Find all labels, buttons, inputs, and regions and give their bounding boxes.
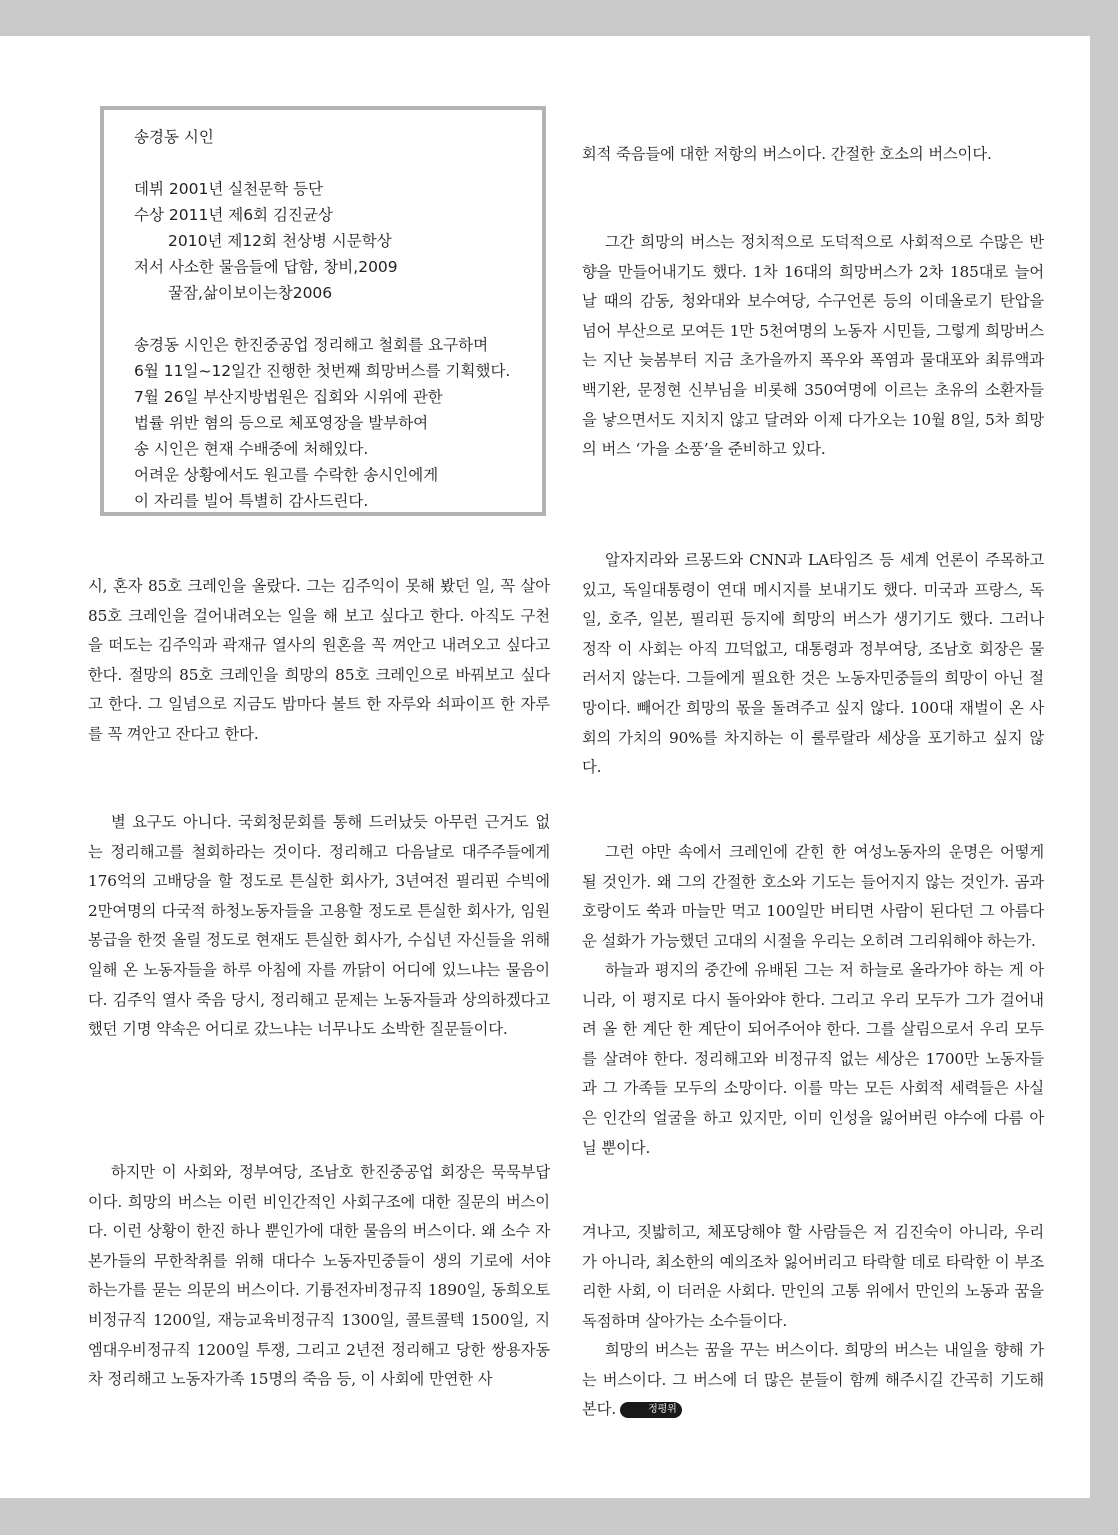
author-note-line: 송 시인은 현재 수배중에 처해있다. [134, 440, 369, 458]
left-paragraph-2: 별 요구도 아니다. 국회청문회를 통해 드러났듯 아무런 근거도 없는 정리해고를 철회하라는 것이다. 정리해고 다음날로 대주주들에게 176억의 고배당을 할 정도로 튼실한 회사가, 3년여전 필리핀 수빅에 2만여명의 다국적 하청노동자들을 고용할 정도로 튼실한 회사가, 임원 봉급을 한껏 올릴 정도로 현재도 튼실한 회사가, 수십년 자신들을 위해 일해 온 노동자들을 하루 아침에 자를 까닭이 어디에 있느냐는 물음이다. 김주익 열사 죽음 당시, 정리해고 문제는 노동자들과 상의하겠다고 했던 기명 약속은 어디로 갔느냐는 너무나도 소박한 질문들이다. [88, 813, 550, 1039]
right-paragraph-6: 겨나고, 짓밟히고, 체포당해야 할 사람들은 저 김진숙이 아니라, 우리가 아니라, 최소한의 예의조차 잃어버리고 타락할 데로 타락한 이 부조리한 사회, 이 더러운 사회다. 만인의 고통 위에서 만인의 노동과 꿈을 독점하며 살아가는 소수들이다. [582, 1223, 1044, 1330]
author-note-line: 어려운 상황에서도 원고를 수락한 송시인에게 [134, 466, 439, 484]
right-paragraph-1: 회적 죽음들에 대한 저항의 버스이다. 간절한 호소의 버스이다. [582, 145, 992, 163]
author-note-line: 7월 26일 부산지방법원은 집회와 시위에 관한 [134, 388, 443, 406]
right-paragraph-2: 그간 희망의 버스는 정치적으로 도덕적으로 사회적으로 수많은 반향을 만들어내기도 했다. 1차 16대의 희망버스가 2차 185대로 늘어날 때의 감동, 청와대와 보수여당, 수구언론 등의 이데올로기 탄압을 넘어 부산으로 모여든 1만 5천여명의 노동자 시민들, 그렇게 희망버스는 지난 늦봄부터 지금 초가을까지 폭우와 폭염과 물대포와 최류액과 백기완, 문정현 신부님을 비롯해 350여명에 이르는 초유의 소환자들을 낳으면서도 지치지 않고 달려와 이제 다가오는 10월 8일, 5차 희망의 버스 ‘가을 소풍’을 준비하고 있다. [582, 233, 1044, 459]
author-note-line: 법률 위반 혐의 등으로 체포영장을 발부하여 [134, 414, 429, 432]
right-paragraph-3: 알자지라와 르몽드와 CNN과 LA타임즈 등 세계 언론이 주목하고 있고, 독일대통령이 연대 메시지를 보내기도 했다. 미국과 프랑스, 독일, 호주, 일본, 필리핀 등지에 희망의 버스가 생기기도 했다. 그러나 정작 이 사회는 아직 끄덕없고, 대통령과 정부여당, 조남호 회장은 물러서지 않는다. 그들에게 필요한 것은 노동자민중들의 희망이 아닌 절망이다. 빼어간 희망의 몫을 돌려주고 싶지 않다. 100대 재벌이 온 사회의 가치의 90%를 차지하는 이 룰루랄라 세상을 포기하고 싶지 않다. [582, 551, 1044, 777]
author-info-box [100, 106, 546, 516]
author-book-1: 저서 사소한 물음들에 답함, 창비,2009 [134, 258, 398, 276]
author-name: 송경동 시인 [134, 128, 214, 146]
left-paragraph-3: 하지만 이 사회와, 정부여당, 조남호 한진중공업 회장은 묵묵부답이다. 희망의 버스는 이런 비인간적인 사회구조에 대한 질문의 버스이다. 이런 상황이 한진 하나 뿐인가에 대한 물음의 버스이다. 왜 소수 자본가들의 무한착취를 위해 대다수 노동자민중들이 생의 기로에 서야 하는가를 묻는 의문의 버스이다. 기륭전자비정규직 1890일, 동희오토비정규직 1200일, 재능교육비정규직 1300일, 콜트콜텍 1500일, 지엠대우비정규직 1200일 투쟁, 그리고 2년전 정리해고 당한 쌍용자동차 정리해고 노동자가족 15명의 죽음 등, 이 사회에 만연한 사 [88, 1163, 550, 1389]
right-paragraph-7 [582, 1336, 1044, 1425]
author-note-line: 6월 11일~12일간 진행한 첫번째 희망버스를 기획했다. [134, 362, 511, 380]
right-paragraph-5: 하늘과 평지의 중간에 유배된 그는 저 하늘로 올라가야 하는 게 아니라, 이 평지로 다시 돌아와야 한다. 그리고 우리 모두가 그가 걸어내려 올 한 계단 한 계단이 되어주어야 한다. 그를 살림으로서 우리 모두를 살려야 한다. 정리해고와 비정규직 없는 세상은 1700만 노동자들과 그 가족들 모두의 소망이다. 이를 막는 모든 사회적 세력들은 사실은 인간의 얼굴을 하고 있지만, 이미 인성을 잃어버린 야수에 다름 아닐 뿐이다. [582, 961, 1044, 1157]
author-award-1: 수상 2011년 제6회 김진균상 [134, 206, 333, 224]
author-note-line: 송경동 시인은 한진중공업 정리해고 철회를 요구하며 [134, 336, 489, 354]
author-debut: 데뷔 2001년 실천문학 등단 [134, 180, 323, 198]
closing-text: 희망의 버스는 꿈을 꾸는 버스이다. 희망의 버스는 내일을 향해 가는 버스이다. 그 버스에 더 많은 분들이 함께 해주시길 간곡히 기도해 본다. [582, 1341, 1044, 1419]
author-award-2: 2010년 제12회 천상병 시문학상 [168, 232, 392, 250]
left-paragraph-1: 시, 혼자 85호 크레인을 올랐다. 그는 김주익이 못해 봤던 일, 꼭 살아 85호 크레인을 걸어내려오는 일을 해 보고 싶다고 한다. 아직도 구천을 떠도는 김주익과 곽재규 열사의 원혼을 꼭 껴안고 내려오고 싶다고 한다. 절망의 85호 크레인을 희망의 85호 크레인으로 바꿔보고 싶다고 한다. 그 일념으로 지금도 밤마다 볼트 한 자루와 쇠파이프 한 자루를 꼭 껴안고 잔다고 한다. [88, 577, 550, 743]
author-note-line: 이 자리를 빌어 특별히 감사드린다. [134, 492, 369, 510]
right-paragraph-4: 그런 야만 속에서 크레인에 갇힌 한 여성노동자의 운명은 어떻게 될 것인가. 왜 그의 간절한 호소와 기도는 들어지지 않는 것인가. 곰과 호랑이도 쑥과 마늘만 먹고 100일만 버티면 사람이 된다던 그 아름다운 설화가 가능했던 고대의 시절을 우리는 오히려 그리워해야 하는가. [582, 843, 1044, 950]
author-book-2: 꿀잠,삶이보이는창2006 [168, 284, 333, 302]
stamp-badge: 정평위 [620, 1402, 682, 1418]
